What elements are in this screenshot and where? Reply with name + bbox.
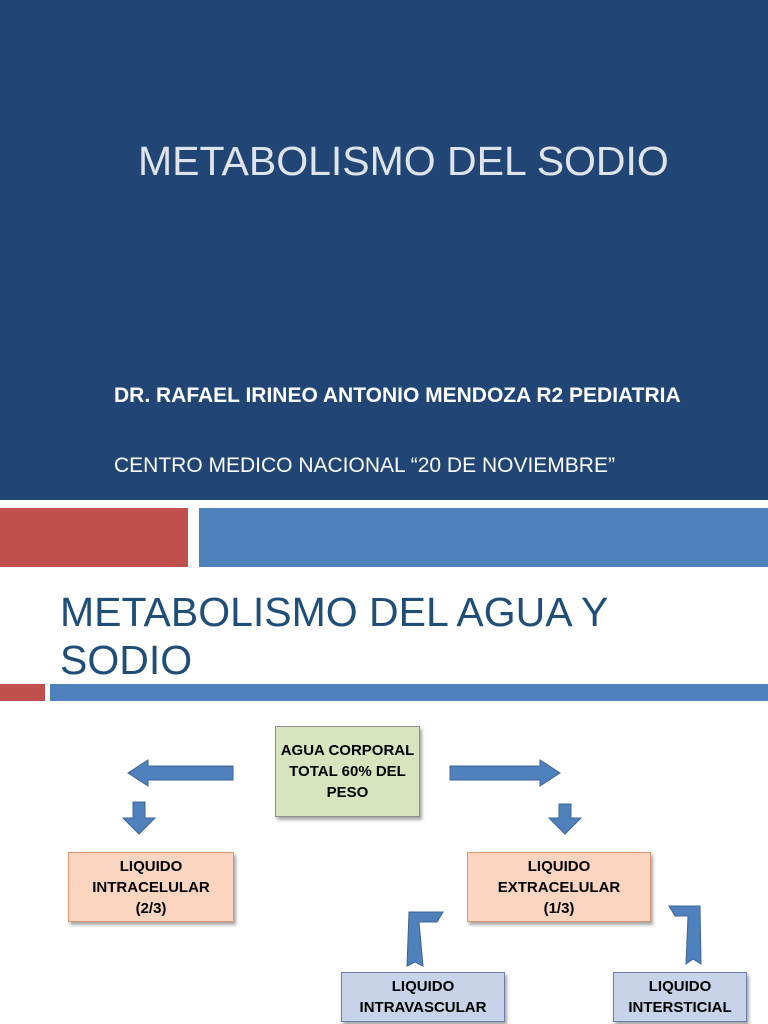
arrow-down-left-icon <box>123 802 155 834</box>
extracellular-fluid-box <box>467 852 651 922</box>
slide2-title: METABOLISMO DEL AGUA Y SODIO <box>60 589 608 683</box>
intracellular-fluid-box <box>68 852 234 922</box>
interstitial-fluid-box <box>613 972 747 1022</box>
intracellular-fraction: (2/3) <box>135 899 167 917</box>
slide-title: METABOLISMO DEL SODIO <box>138 138 669 184</box>
extracellular-fraction: (1/3) <box>543 899 575 917</box>
intravascular-label: LIQUIDO INTRAVASCULAR <box>359 978 487 1016</box>
author-line: DR. RAFAEL IRINEO ANTONIO MENDOZA R2 PEDIATRIA <box>114 384 681 407</box>
arrow-left-icon <box>128 760 233 786</box>
title-underline-blue <box>50 684 768 701</box>
bent-arrow-intravascular-icon <box>407 912 443 966</box>
title-slide <box>0 0 768 500</box>
intracellular-label: LIQUIDO INTRACELULAR <box>92 857 210 896</box>
total-body-water-label: AGUA CORPORAL TOTAL 60% DEL PESO <box>280 742 415 801</box>
interstitial-label: LIQUIDO INTERSTICIAL <box>628 978 732 1016</box>
extracellular-label: LIQUIDO EXTRACELULAR <box>497 857 621 896</box>
arrow-down-right-icon <box>549 804 581 834</box>
accent-band-blue <box>199 508 768 567</box>
accent-band-red <box>0 508 188 567</box>
intravascular-fluid-box <box>341 972 505 1022</box>
institution-line: CENTRO MEDICO NACIONAL “20 DE NOVIEMBRE” <box>114 454 615 477</box>
arrow-right-icon <box>450 760 560 786</box>
total-body-water-box <box>275 726 420 817</box>
title-underline-red <box>0 684 45 701</box>
bent-arrow-interstitial-icon <box>669 906 701 964</box>
